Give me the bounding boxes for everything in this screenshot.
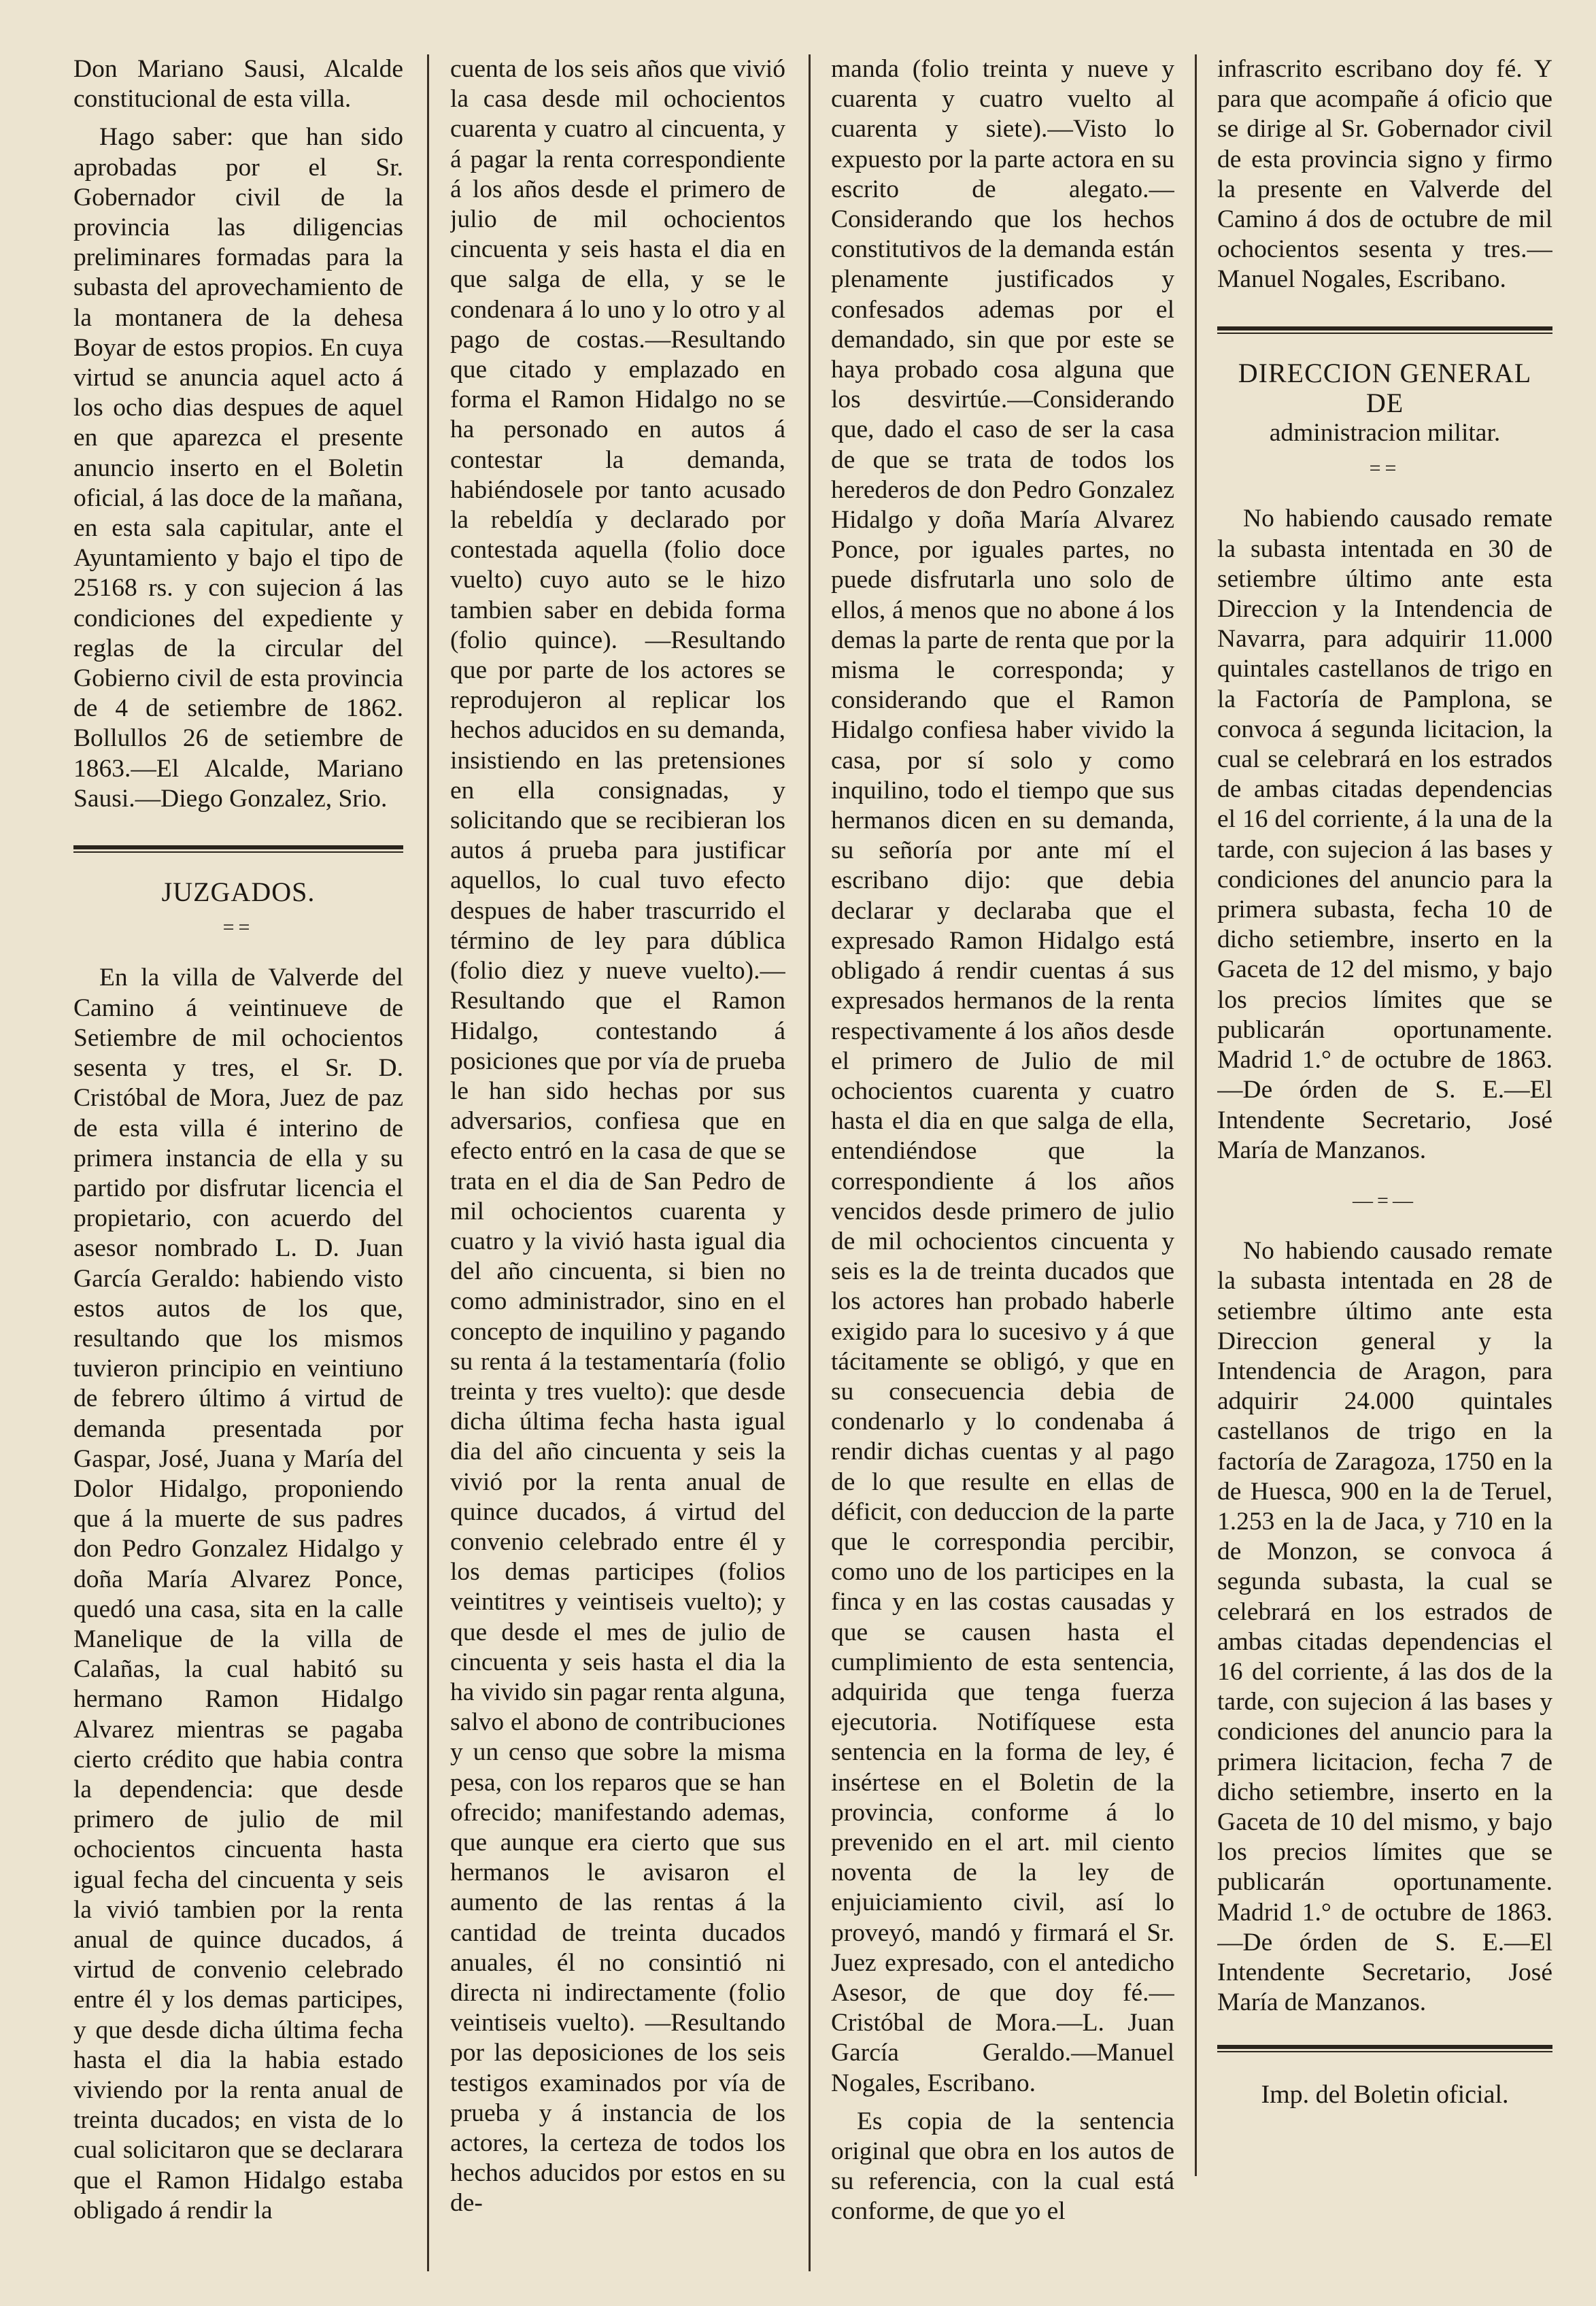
sentence-text: En la villa de Valverde del Camino á veintinueve de Setiembre de mil ochocientos sesenta y tres, el Sr. D. Cristóbal de Mora, Juez de paz de esta villa é interino de primera instancia de ella y su partido por disfrutar licencia el propietario, con acuerdo del asesor nombrado L. D. Juan García Geraldo: habiendo visto estos autos de los que, resultando que los mismos tuvieron principio en veintiuno de febrero último á virtud de demanda presentada por Gaspar, José, Juana y María del Dolor Hidalgo, proponiendo que á la muerte de sus padres don Pedro Gonzalez Hidalgo y doña María Alvarez Ponce, quedó una casa, sita en la calle Manelique de la villa de Calañas, la cual habitó su hermano Ramon Hidalgo Alvarez mientras se pagaba cierto crédito que habia contra la dependencia: que desde primero de julio de mil ochocientos cincuenta hasta igual fecha del cincuenta y seis la vivió tambien por la renta anual de quince ducados, á virtud de convenio celebrado entre él y los demas participes, y que desde dicha última fecha hasta el dia la habia estado viviendo por la renta anual de treinta ducados; en vista de lo cual solicitaron que se declarara que el Ramon Hidalgo estaba obligado á rendir la [73, 964, 403, 2224]
sentence-conclusion: manda (folio treinta y nueve y cuarenta y cuatro vuelto al cuarenta y siete).—Visto lo expuesto por la parte actora en su escrito de alegato.—Considerando que los hechos constitutivos de la demanda están plenamente justificados y confesados ademas por el demandado, sin que por este se haya probado cosa alguna que los desvirtúe.—Considerando que, dado el caso de ser la casa de que se trata de todos los herederos de don Pedro Gonzalez Hidalgo y doña María Alvarez Ponce, por iguales partes, no puede disfrutarla uno solo de ellos, á menos que no abone á los demas la parte de renta que por la misma le corresponda; y considerando que el Ramon Hidalgo confiesa haber vivido la casa, por sí solo y como inquilino, todo el tiempo que sus hermanos dicen en su demanda, su señoría por ante mí el escribano dijo: que debia declarar y declaraba que el expresado Ramon Hidalgo está obligado á rendir cuentas á sus expresados hermanos de la renta respectivamente á los años desde el primero de Julio de mil ochocientos cuarenta y cuatro hasta el dia en que salga de ella, entendiéndose que la correspondiente á los años vencidos desde primero de julio de mil ochocientos cincuenta y seis es la de treinta ducados que los actores han probado haberle exigido para lo sucesivo y á que tácitamente se obligó, y que en su consecuencia debia de condenarlo y lo condenaba á rendir dichas cuentas y al pago de lo que resulte en ellas de déficit, con deduccion de la parte que le correspondia percibir, como uno de los participes en la finca y en las costas causadas y que se causen hasta el cumplimiento de esta sentencia, adquirida que tenga fuerza ejecutoria. Notifíquese esta sentencia en la forma de ley, é insértese en el Boletin de la provincia, conforme á lo prevenido en el art. mil ciento noventa de la ley de enjuiciamiento civil, así lo proveyó, mandó y firmará el Sr. Juez expresado, con el antedicho Asesor, de que doy fé.—Cristóbal de Mora.—L. Juan García Geraldo.—Manuel Nogales, Escribano. [831, 55, 1174, 2097]
section-divider [1217, 326, 1552, 334]
title-ornament: == [1369, 457, 1401, 480]
section-subtitle: administracion militar. [1269, 419, 1501, 447]
imprint-line: Imp. del Boletin oficial. [1261, 2080, 1509, 2109]
section-title-direccion: DIRECCION GENERAL DE [1238, 357, 1532, 418]
alcalde-heading: Don Mariano Sausi, Alcalde constitucional de esta villa. [73, 55, 403, 114]
section-title-juzgados: JUZGADOS. [161, 877, 316, 908]
column-2 [450, 54, 785, 2265]
column-4 [1217, 54, 1552, 2265]
section-divider [1217, 2045, 1552, 2052]
notice-navarra: No habiendo causado remate la subasta intentada en 30 de setiembre último ante esta Direccion y la Intendencia de Navarra, para adquirir 11.000 quintales castellanos de trigo en la Factoría de Pamplona, se convoca á segunda licitacion, la cual se celebrará en los estrados de ambas citadas dependencias el 16 del corriente, á la una de la tarde, con sujecion á las bases y condiciones del anuncio para la primera subasta, fecha 10 de dicho setiembre, inserto en la Gaceta de 12 del mismo, y bajo los precios límites que se publicarán oportunamente. Madrid 1.° de octubre de 1863.—De órden de S. E.—El Intendente Secretario, José María de Manzanos. [1217, 505, 1552, 1164]
column-rule-3 [1195, 54, 1197, 2176]
sentence-continuation: cuenta de los seis años que vivió la casa desde mil ochocientos cuarenta y cuatro al cincuenta, y á pagar la renta correspondiente á los años desde el primero de julio de mil ochocientos cincuenta y seis hasta el dia en que salga de ella, y se le condenara á lo uno y lo otro y al pago de costas.—Resultando que citado y emplazado en forma el Ramon Hidalgo no se ha personado en autos á contestar la demanda, habiéndosele por tanto acusado la rebeldía y declarado por contestada aquella (folio doce vuelto) cuyo auto se le hizo tambien saber en debida forma (folio quince). —Resultando que por parte de los actores se reprodujeron al replicar los hechos aducidos en su demanda, insistiendo en las pretensiones en ella consignadas, y solicitando que se recibieran los autos á prueba para justificar aquellos, lo cual tuvo efecto despues de haber trascurrido el término de ley para dública (folio diez y nueve vuelto).—Resultando que el Ramon Hidalgo, contestando á posiciones que por vía de prueba le han sido hechas por sus adversarios, confiesa que en efecto entró en la casa de que se trata en el dia de San Pedro de mil ochocientos cuarenta y cuatro y la vivió hasta igual dia del año cincuenta, si bien no como administrador, sino en el concepto de inquilino y pagando su renta á la testamentaría (folio treinta y tres vuelto): que desde dicha última fecha hasta igual dia del año cincuenta y seis la vivió por la renta anual de quince ducados, á virtud del convenio celebrado entre él y los demas participes (folios veintitres y veintiseis vuelto); y que desde el mes de julio de cincuenta y seis hasta el dia la ha vivido sin pagar renta alguna, salvo el abono de contribuciones y un censo que sobre la misma pesa, con los reparos que se han ofrecido; manifestando ademas, que aunque era cierto que sus hermanos le avisaron el aumento de las rentas á la cantidad de treinta ducados anuales, él no consintió ni directa ni indirectamente (folio veintiseis vuelto). —Resultando por las deposiciones de los seis testigos examinados por vía de prueba y á instancia de los actores, la certeza de todos los hechos aducidos por estos en su de- [450, 55, 785, 2218]
column-3 [831, 54, 1174, 2265]
title-ornament: == [222, 916, 254, 939]
column-rule-1 [427, 54, 429, 2271]
escribano-certification: infrascrito escribano doy fé. Y para que acompañe á oficio que se dirige al Sr. Gobernador civil de esta provincia signo y firmo la presente en Valverde del Camino á dos de octubre de mil ochocientos sesenta y tres.—Manuel Nogales, Escribano. [1217, 55, 1552, 294]
notice-separator: —=— [1353, 1189, 1417, 1212]
notice-aragon: No habiendo causado remate la subasta intentada en 28 de setiembre último ante esta Direccion general y la Intendencia de Aragon, para adquirir 24.000 quintales castellanos de trigo en la factoría de Zaragoza, 1750 en la de Huesca, 900 en la de Teruel, 1.253 en la de Jaca, y 710 en la de Monzon, se convoca á segunda subasta, la cual se celebrará en los estrados de ambas citadas dependencias el 16 del corriente, á las dos de la tarde, con sujecion á las bases y condiciones del anuncio para la primera licitacion, fecha 7 de dicho setiembre, inserto en la Gaceta de 10 del mismo, y bajo los precios límites que se publicarán oportunamente. Madrid 1.° de octubre de 1863.—De órden de S. E.—El Intendente Secretario, José María de Manzanos. [1217, 1237, 1552, 2017]
column-rule-2 [809, 54, 811, 2271]
column-1 [73, 54, 403, 2265]
subasta-announcement: Hago saber: que han sido aprobadas por el Sr. Gobernador civil de la provincia las diligencias preliminares formadas para la subasta del aprovechamiento de la montanera de la dehesa Boyar de estos propios. En cuya virtud se anuncia aquel acto á los ocho dias despues de aquel en que aparezca el presente anuncio inserto en el Boletin oficial, á las doce de la mañana, en esta sala capitular, ante el Ayuntamiento y bajo el tipo de 25168 rs. y con sujecion á las condiciones del expediente y reglas de la circular del Gobierno civil de esta provincia de 4 de setiembre de 1862. Bollullos 26 de setiembre de 1863.—El Alcalde, Mariano Sausi.—Diego Gonzalez, Srio. [73, 123, 403, 813]
section-divider [73, 845, 403, 853]
copy-certification: Es copia de la sentencia original que obra en los autos de su referencia, con la cual está conforme, de que yo el [831, 2107, 1174, 2226]
